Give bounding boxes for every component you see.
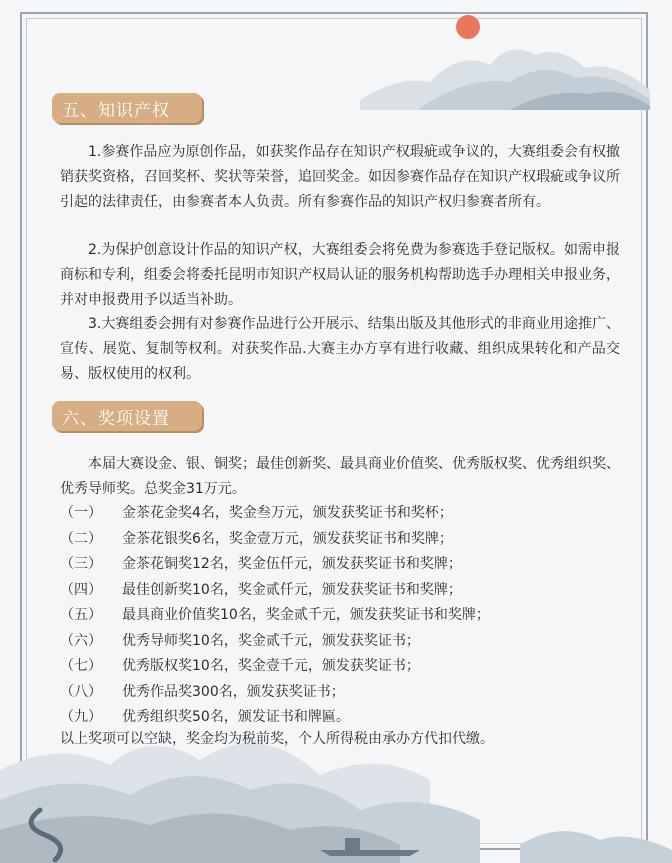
ip-paragraph-3: 3.大赛组委会拥有对参赛作品进行公开展示、结集出版及其他形式的非商业用途推广、宣传、展览、复制等权利。对获奖作品.大赛主办方享有进行收藏、组织成果转化和产品交易、版权使用的权利。: [60, 316, 620, 382]
prize-number: （七）: [60, 658, 102, 674]
section-6-header: [52, 401, 202, 431]
prize-text: 最具商业价值奖10名，奖金贰千元，颁发获奖证书和奖牌；: [122, 607, 490, 623]
prize-text: 优秀版权奖10名，奖金壹千元，颁发获奖证书；: [122, 658, 420, 674]
prize-text: 金茶花金奖4名，奖金叁万元，颁发获奖证书和奖杯；: [122, 505, 453, 521]
prize-item: [60, 654, 490, 680]
prize-number: （三）: [60, 556, 102, 572]
ip-paragraph-2: 2.为保护创意设计作品的知识产权，大赛组委会将免费为参赛选手登记版权。如需申报商标和专利，组委会将委托昆明市知识产权局认证的服务机构帮助选手办理相关申报业务，并对申报费用予以适当补助。: [60, 242, 620, 308]
awards-intro: 本届大赛设金、银、铜奖；最佳创新奖、最具商业价值奖、优秀版权奖、优秀组织奖、优秀导师奖。总奖金31万元。: [60, 456, 620, 497]
prize-item: [60, 552, 490, 578]
prize-number: （四）: [60, 581, 102, 598]
ip-paragraph-1: 1.参赛作品应为原创作品，如获奖作品存在知识产权瑕疵或争议的，大赛组委会有权撤销获奖资格，召回奖杯、奖状等荣誉，追回奖金。如因参赛作品存在知识产权瑕疵或争议所引起的法律责任，由参赛者本人负责。所有参赛作品的知识产权归参赛者所有。: [60, 144, 620, 210]
prize-item: [60, 680, 490, 706]
prize-number: （九）: [60, 709, 102, 725]
prize-number: （六）: [60, 632, 102, 649]
prize-item: [60, 629, 490, 655]
prize-text: 金茶花银奖6名，奖金壹万元，颁发获奖证书和奖牌；: [122, 530, 453, 547]
prize-number: （八）: [60, 683, 102, 700]
prize-number: （一）: [60, 505, 102, 521]
prize-text: 优秀作品奖300名，颁发获奖证书；: [122, 683, 345, 700]
section-5-title: 五、知识产权: [62, 100, 170, 121]
prize-item: [60, 501, 490, 527]
prize-text: 优秀导师奖10名，奖金贰千元，颁发获奖证书；: [122, 632, 420, 649]
section-6-title: 六、奖项设置: [62, 408, 170, 429]
section-5-header: [52, 93, 202, 123]
prize-item: [60, 603, 490, 629]
prize-text: 最佳创新奖10名，奖金贰仟元，颁发获奖证书和奖牌；: [122, 581, 462, 598]
mountains-top-decoration: [360, 20, 660, 110]
prize-text: 优秀组织奖50名，颁发证书和牌匾。: [122, 709, 350, 725]
prize-number: （五）: [60, 607, 102, 623]
prize-item: [60, 527, 490, 553]
prize-number: （二）: [60, 530, 102, 547]
prize-list: [60, 501, 490, 731]
prize-text: 金茶花铜奖12名，奖金伍仟元，颁发获奖证书和奖牌；: [122, 556, 462, 572]
awards-closing-note: 以上奖项可以空缺，奖金均为税前奖，个人所得税由承办方代扣代缴。: [60, 731, 494, 747]
prize-item: [60, 578, 490, 604]
